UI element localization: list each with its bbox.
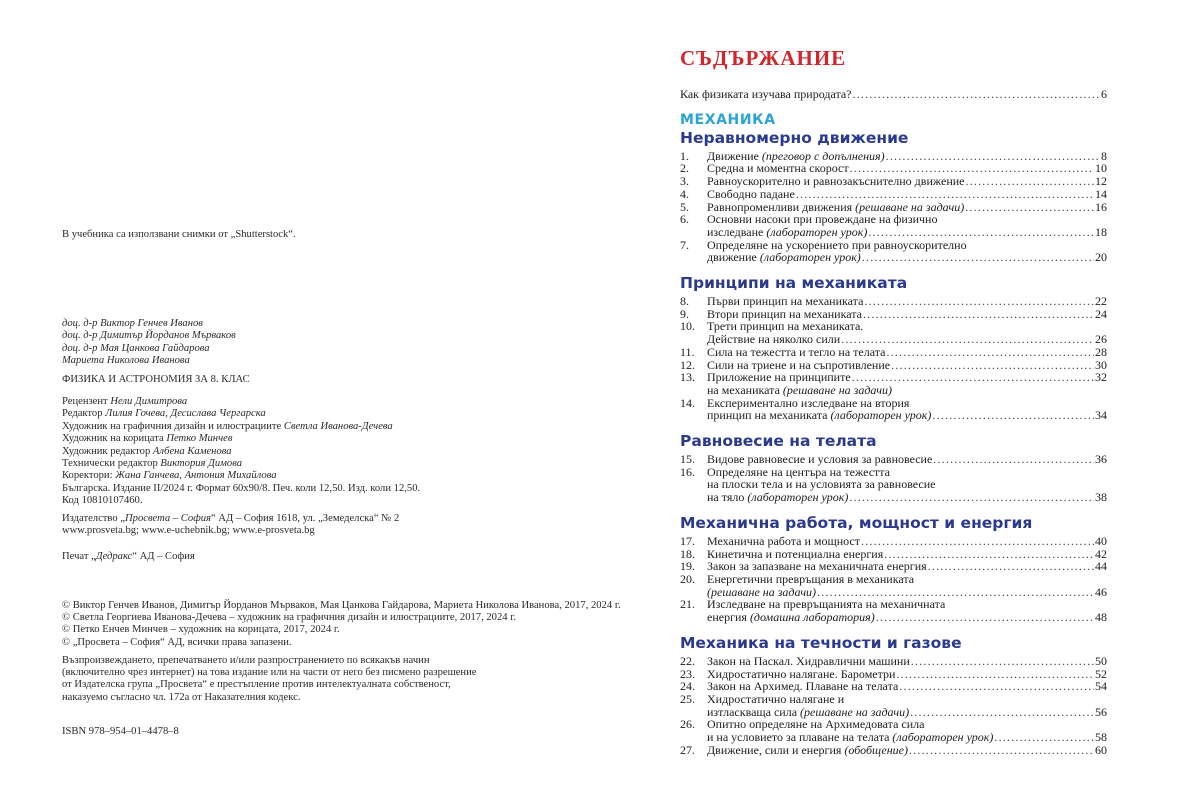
text: © Виктор Генчев Иванов, Димитър Йорданов Мърваков, Мая Цанкова Гайдарова, Мариета Николова Иванова, 2017, 2024 г. [62,600,621,611]
imprint-line [62,525,399,537]
editorial-staff-block [62,396,393,483]
dotted-leader [896,668,1094,681]
text: на тяло [707,490,748,505]
contents-page [680,46,1107,756]
toc-section-heading: Механика на течности и газове [680,633,962,652]
toc-entry-number: 26. [680,717,695,732]
toc-entry-number: 3. [680,174,689,189]
text: енергия [707,610,750,625]
printer-line [62,551,195,563]
imprint-line [62,655,476,667]
toc-page-number: 40 [1095,533,1107,548]
italic-text: доц. д-р Димитър Йорданов Мърваков [62,330,236,342]
text: Хидростатично налягане. Барометри [707,666,896,681]
toc-entry-number: 15. [680,452,695,467]
toc-section-heading: Механична работа, мощност и енергия [680,513,1033,532]
toc-entry-number: 19. [680,559,695,574]
book-title [62,374,250,386]
text: Хидростатично налягане и [707,691,845,706]
text: Опитно определяне на Архимедовата сила [707,717,925,732]
toc-page-number: 14 [1095,186,1107,201]
text: изследване [707,224,767,239]
italic-text: (лабораторен урок) [759,250,861,265]
dotted-leader [928,560,1094,573]
toc-section-heading: Принципи на механиката [680,274,908,293]
dotted-leader [911,655,1094,668]
toc-entry-number: 13. [680,370,695,385]
imprint-line [62,513,399,525]
italic-text: Петко Минчев [166,433,233,445]
text: Закон на Архимед. Плаване на телата [707,679,899,694]
text: изтласкваща сила [707,704,801,719]
dotted-leader [965,201,1094,214]
dotted-leader [886,346,1094,359]
toc-entry-number: 4. [680,186,689,201]
contents-title: СЪДЪРЖАНИЕ [680,46,847,70]
toc-page-number: 54 [1095,679,1107,694]
italic-text: Мариета Николова Иванова [62,355,190,367]
italic-text: (преговор с допълнения) [761,148,885,163]
toc-section-heading: Неравномерно движение [680,128,909,147]
italic-text: Жана Ганчева, Антония Михайлова [115,470,277,482]
text: принцип на механиката [707,408,831,423]
toc-page-number: 18 [1095,224,1107,239]
text: Технически редактор [62,458,161,470]
dotted-leader [891,359,1094,372]
imprint-line [62,446,393,458]
toc-page-number: 46 [1095,584,1107,599]
dotted-leader [932,409,1094,422]
text: Свободно падане [707,186,795,201]
toc-page-number: 10 [1095,161,1107,176]
text: Енергетични превръщания в механиката [707,571,915,586]
toc-sections [680,129,1107,757]
toc-page-number: 32 [1095,370,1107,385]
toc-row [680,611,1107,624]
toc-row [680,88,1107,101]
imprint-line [62,637,621,649]
dotted-leader [994,731,1094,744]
italic-text: (решаване на задачи) [707,584,817,599]
imprint-line [62,343,236,355]
toc-page-number: 26 [1095,332,1107,347]
italic-text: Дедракс [95,551,133,562]
italic-text: (обобщение) [844,742,908,757]
text: ФИЗИКА И АСТРОНОМИЯ ЗА 8. КЛАС [62,374,250,385]
text: Механична работа и мощност [707,533,861,548]
isbn-line [62,726,179,738]
toc-page-number: 56 [1095,704,1107,719]
italic-text: (лабораторен урок) [892,730,994,745]
toc-entry-number: 6. [680,212,689,227]
imprint-line [62,458,393,470]
dotted-leader [909,744,1094,757]
italic-text: доц. д-р Мая Цанкова Гайдарова [62,342,210,354]
toc-entry-title [707,251,861,264]
dotted-leader [849,491,1094,504]
text: Кинетична и потенциална енергия [707,546,884,561]
dotted-leader [864,295,1094,308]
toc-page-number: 20 [1095,250,1107,265]
text: Художник на графичния дизайн и илюстрациите [62,420,284,432]
dotted-leader [966,175,1095,188]
toc-entry-number: 5. [680,199,689,214]
dotted-leader [876,611,1094,624]
text: Печат „ [62,551,96,562]
toc-entry-title [707,611,875,624]
text: Трети принцип на механиката. [707,319,864,334]
text: Рецензент [62,396,111,407]
text: Изследване на превръщанията на механичната [707,597,946,612]
toc-page-number: 22 [1095,294,1107,309]
photo-credits-note [62,229,296,241]
imprint-line [62,624,621,636]
text: Основни насоки при провеждане на физично [707,212,938,227]
toc-entry-number: 23. [680,666,695,681]
dotted-leader [910,706,1094,719]
text: Закон за запазване на механичната енергия [707,559,927,574]
italic-text: (лабораторен урок) [830,408,932,423]
toc-page-number: 60 [1095,742,1107,757]
italic-text: (лабораторен урок) [766,224,868,239]
text: Редактор [62,408,106,420]
toc-page-number: 42 [1095,546,1107,561]
toc-row [680,251,1107,264]
italic-text: доц. д-р Виктор Генчев Иванов [62,318,203,329]
toc-entry-number: 22. [680,653,695,668]
text: Българска. Издание II/2024 г. Формат 60х90/8. Печ. коли 12,50. Изд. коли 12,50. [62,483,421,494]
toc-page-number: 38 [1095,490,1107,505]
italic-text: (решаване на задачи) [800,704,910,719]
toc-entry-number: 9. [680,306,689,321]
toc-page-number: 36 [1095,452,1107,467]
dotted-leader [863,308,1094,321]
imprint-line [62,229,296,241]
text: www.prosveta.bg; www.e-uchebnik.bg; www.e-prosveta.bg [62,525,315,537]
text: Видове равновесие и условия за равновесие [707,452,933,467]
toc-entry-title [707,491,848,504]
text: Движение, сили и енергия [707,742,845,757]
text: Художник редактор [62,445,153,457]
dotted-leader [933,453,1094,466]
toc-entry-number: 17. [680,533,695,548]
text: © Петко Енчев Минчев – художник на корицата, 2017, 2024 г. [62,624,340,636]
imprint-line [62,692,476,704]
toc-entry-title [707,744,908,757]
text: “ АД – София [132,551,195,562]
copyright-block [62,600,621,649]
imprint-line [62,483,420,495]
imprint-line [62,396,393,408]
dotted-leader [899,680,1094,693]
imprint-page [62,0,662,807]
text: © „Просвета – София“ АД, всички права запазени. [62,636,292,648]
text: Възпроизвеждането, препечатването и/или разпространението по всякакъв начин [62,655,430,666]
toc-row [680,744,1107,757]
text: Равноускорително и равнозакъснително движение [707,174,965,189]
italic-text: (решаване на задачи) [855,199,965,214]
toc-page-number: 12 [1095,174,1107,189]
text: Издателство „ [62,513,125,524]
text: движение [707,250,760,265]
text: Действие на няколко сили [707,332,841,347]
text: © Светла Георгиева Иванова-Дечева – художник на графичния дизайн и илюстрациите, 2017, 2024 г. [62,612,517,624]
text: Втори принцип на механиката [707,306,862,321]
edition-info-block [62,483,420,508]
imprint-line [62,726,179,738]
toc-entry-number: 18. [680,546,695,561]
dotted-leader [861,535,1094,548]
publisher-block [62,513,399,538]
toc-row [680,491,1107,504]
legal-notice-block [62,655,476,704]
text: Определяне на ускорението при равноускорително [707,237,967,252]
imprint-line [62,551,195,563]
toc-entry-number: 16. [680,464,695,479]
imprint-line [62,612,621,624]
toc-entry-number: 10. [680,319,695,334]
italic-text: (домашна лаборатория) [749,610,875,625]
italic-text: Нели Димитрова [110,396,188,407]
toc-entry-number: 12. [680,357,695,372]
dotted-leader [853,88,1100,101]
imprint-line [62,600,621,612]
imprint-line [62,421,393,433]
toc-entry-number: 11. [680,344,695,359]
text: на механиката [707,382,783,397]
imprint-line [62,374,250,386]
toc-entry-number: 25. [680,691,695,706]
text: Закон на Паскал. Хидравлични машини [707,653,910,668]
toc-row [680,409,1107,422]
italic-text: Лилия Гочева, Десислава Чергарска [105,408,266,420]
toc-page-number: 6 [1101,87,1107,101]
authors-block [62,318,236,368]
italic-text: Виктория Димова [160,458,243,470]
toc-page-number: 28 [1095,344,1107,359]
toc-page-number: 8 [1101,148,1107,163]
toc-intro-row [680,88,1107,101]
toc-page-number: 16 [1095,199,1107,214]
text: наказуемо съгласно чл. 172а от Наказателния кодекс. [62,691,301,703]
toc-page-number: 30 [1095,357,1107,372]
toc-entry-number: 20. [680,571,695,586]
part-heading-mechanics: МЕХАНИКА [680,111,776,128]
text: Код 10810107460. [62,495,143,507]
toc-entry-number: 14. [680,395,695,410]
text: Сили на триене и на съпротивление [707,357,891,372]
toc-page-number: 34 [1095,408,1107,423]
text: “ АД – София 1618, ул. „Земеделска“ № 2 [210,513,400,524]
toc-entry-title [707,409,931,422]
toc-entry-title [680,88,852,101]
text: Движение [707,148,762,163]
text: (включително чрез интернет) на това издание или на части от него без писмено разрешение [62,667,477,679]
dotted-leader [886,150,1100,163]
toc-entry-number: 24. [680,679,695,694]
imprint-line [62,470,393,482]
text: Експериментално изследване на втория [707,395,910,410]
imprint-line [62,679,476,691]
text: Как физиката изучава природата? [680,87,852,101]
toc-section-heading: Равновесие на телата [680,432,877,451]
text: на плоски тела и на условията за равновесие [707,477,936,492]
text: Определяне на центъра на тежестта [707,464,890,479]
text: Художник на корицата [62,433,167,445]
italic-text: (лабораторен урок) [747,490,849,505]
text: Равнопроменливи движения [707,199,856,214]
toc-page-number: 52 [1095,666,1107,681]
toc-entry-number: 7. [680,237,689,252]
italic-text: (решаване на задачи) [782,382,892,397]
imprint-line [62,408,393,420]
text: Приложение на принципите [707,370,851,385]
text: Коректори: [62,470,116,482]
toc-page-number: 24 [1095,306,1107,321]
imprint-line [62,318,236,330]
text: от Издателска група „Просвета“ е престъпление против интелектуалната собственост, [62,679,451,691]
italic-text: Албена Каменова [152,445,232,457]
toc-entry-number: 1. [680,148,689,163]
text: Сила на тежестта и тегло на телата [707,344,886,359]
toc-entry-number: 21. [680,597,695,612]
toc-entry-number: 2. [680,161,689,176]
imprint-line [62,433,393,445]
imprint-line [62,330,236,342]
imprint-line [62,495,420,507]
toc-page-number: 50 [1095,653,1107,668]
dotted-leader [862,251,1094,264]
imprint-line [62,667,476,679]
text: Средна и моментна скорост [707,161,849,176]
text: и на условието за плаване на телата [707,730,893,745]
toc-entry-number: 27. [680,742,695,757]
toc-entry-number: 8. [680,294,689,309]
italic-text: Просвета – София [125,513,211,524]
text: Първи принцип на механиката [707,294,864,309]
italic-text: Светла Иванова-Дечева [283,420,393,432]
imprint-line [62,355,236,367]
text: ISBN 978–954–01–4478–8 [62,726,179,737]
toc-page-number: 48 [1095,610,1107,625]
toc-page-number: 58 [1095,730,1107,745]
text: В учебника са използвани снимки от „Shutterstock“. [62,229,296,240]
toc-page-number: 44 [1095,559,1107,574]
